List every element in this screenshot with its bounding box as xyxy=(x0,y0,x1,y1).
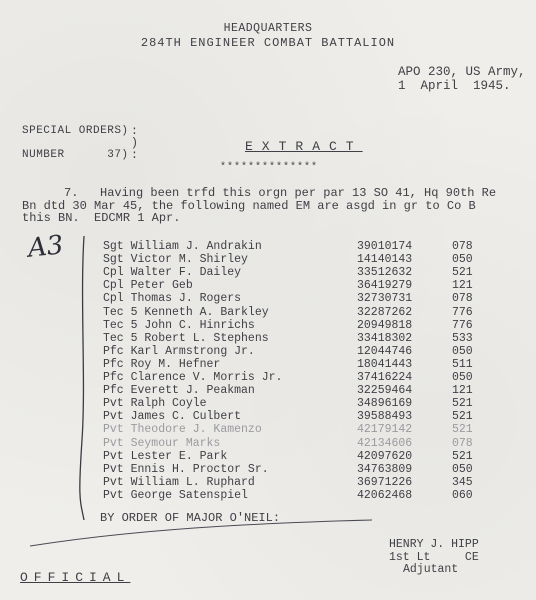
roster-serial-number: 34763809 xyxy=(357,462,413,476)
roster-code: 521 xyxy=(452,266,473,280)
roster-serial-number: 37416224 xyxy=(357,371,413,384)
brace-top: : xyxy=(131,125,138,138)
roster-code: 050 xyxy=(452,344,473,358)
roster-serial-number: 42097620 xyxy=(357,449,413,463)
roster-code: 521 xyxy=(452,449,473,463)
roster-serial-number: 32730731 xyxy=(357,292,413,306)
roster-name: Pvt Ralph Coyle xyxy=(103,397,207,411)
roster-code: 121 xyxy=(452,279,473,293)
roster-serial-number: 36419279 xyxy=(357,279,413,293)
roster-code: 511 xyxy=(452,357,473,371)
paragraph-line-3: this BN. EDCMR 1 Apr. xyxy=(22,211,181,225)
roster-code: 776 xyxy=(452,318,473,332)
roster-serial-number: 42062468 xyxy=(357,488,413,502)
roster-code: 121 xyxy=(452,384,473,398)
official-label: OFFICIAL xyxy=(20,570,131,585)
roster-code: 050 xyxy=(452,253,473,267)
roster-code: 050 xyxy=(452,462,473,476)
asterisk-rule: ************** xyxy=(220,162,319,173)
paragraph-line-2: Bn dtd 30 Mar 45, the following named EM are asgd in gr to Co B xyxy=(22,199,476,213)
roster-name: Pfc Everett J. Peakman xyxy=(103,384,255,398)
roster-name: Tec 5 John C. Hinrichs xyxy=(103,318,255,332)
brace-bottom: : xyxy=(131,149,138,162)
roster-name: Pvt Ennis H. Proctor Sr. xyxy=(103,462,269,476)
roster-code: 533 xyxy=(452,331,473,345)
roster-serial-number: 33418302 xyxy=(357,331,413,345)
handwritten-annotation: A3 xyxy=(26,230,65,264)
roster-name: Cpl Walter F. Dailey xyxy=(103,266,242,280)
roster-name: Tec 5 Robert L. Stephens xyxy=(103,331,269,345)
roster-serial-number: 14140143 xyxy=(357,253,413,267)
roster-serial-number: 32259464 xyxy=(357,384,413,398)
roster-name: Pfc Karl Armstrong Jr. xyxy=(103,344,255,358)
roster-serial-number: 34896169 xyxy=(357,397,413,411)
roster-name: Sgt William J. Andrakin xyxy=(103,240,262,253)
roster-code: 078 xyxy=(452,292,473,306)
roster-name: Tec 5 Kenneth A. Barkley xyxy=(103,305,269,319)
header-battalion: 284TH ENGINEER COMBAT BATTALION xyxy=(140,36,396,50)
roster-code: 078 xyxy=(452,240,473,253)
signer-rank: 1st Lt CE xyxy=(389,551,479,564)
order-number: NUMBER 37) xyxy=(22,149,129,161)
header-headquarters: HEADQUARTERS xyxy=(223,22,313,35)
roster-name: Pvt George Satenspiel xyxy=(103,488,248,502)
roster-name: Pvt Lester E. Park xyxy=(103,449,228,463)
roster-code: 521 xyxy=(452,423,473,437)
apo-address: APO 230, US Army, xyxy=(398,65,526,79)
roster-serial-number: 39588493 xyxy=(357,410,413,424)
by-order-line: BY ORDER OF MAJOR O'NEIL: xyxy=(100,511,281,525)
roster-serial-number: 20949818 xyxy=(357,318,413,332)
signer-name: HENRY J. HIPP xyxy=(389,538,479,551)
paragraph-line-1: 7. Having been trfd this orgn per par 13 SO 41, Hq 90th Re xyxy=(64,186,497,200)
extract-title: EXTRACT xyxy=(245,139,363,154)
roster-name: Pfc Roy M. Hefner xyxy=(103,357,221,371)
roster-serial-number: 42179142 xyxy=(357,423,413,437)
roster-serial-number: 36971226 xyxy=(357,475,413,489)
roster-name: Cpl Peter Geb xyxy=(103,279,193,293)
roster-serial-number: 12044746 xyxy=(357,344,413,358)
roster-name: Cpl Thomas J. Rogers xyxy=(103,292,242,306)
order-date: 1 April 1945. xyxy=(398,79,511,93)
roster-code: 345 xyxy=(452,475,473,489)
roster-name: Sgt Victor M. Shirley xyxy=(103,253,248,267)
roster-serial-number: 42134606 xyxy=(357,436,413,450)
roster-name: Pvt Theodore J. Kamenzo xyxy=(103,423,262,437)
brace-mid: ) xyxy=(131,137,138,150)
roster-serial-number: 32287262 xyxy=(357,305,413,319)
roster-code: 776 xyxy=(452,305,473,319)
roster-code: 521 xyxy=(452,410,473,424)
roster-code: 060 xyxy=(452,488,473,502)
roster-code: 521 xyxy=(452,397,473,411)
roster-name: Pvt William L. Ruphard xyxy=(103,475,255,489)
roster-serial-number: 18041443 xyxy=(357,357,413,371)
roster-serial-number: 33512632 xyxy=(357,266,413,280)
special-orders-label: SPECIAL ORDERS) xyxy=(22,125,129,137)
roster-code: 078 xyxy=(452,436,473,450)
roster-serial-number: 39010174 xyxy=(357,240,413,253)
signer-title: Adjutant xyxy=(403,563,459,576)
roster-name: Pvt Seymour Marks xyxy=(103,436,221,450)
roster-name: Pfc Clarence V. Morris Jr. xyxy=(103,371,283,384)
roster-name: Pvt James C. Culbert xyxy=(103,410,242,424)
roster-code: 050 xyxy=(452,371,473,384)
